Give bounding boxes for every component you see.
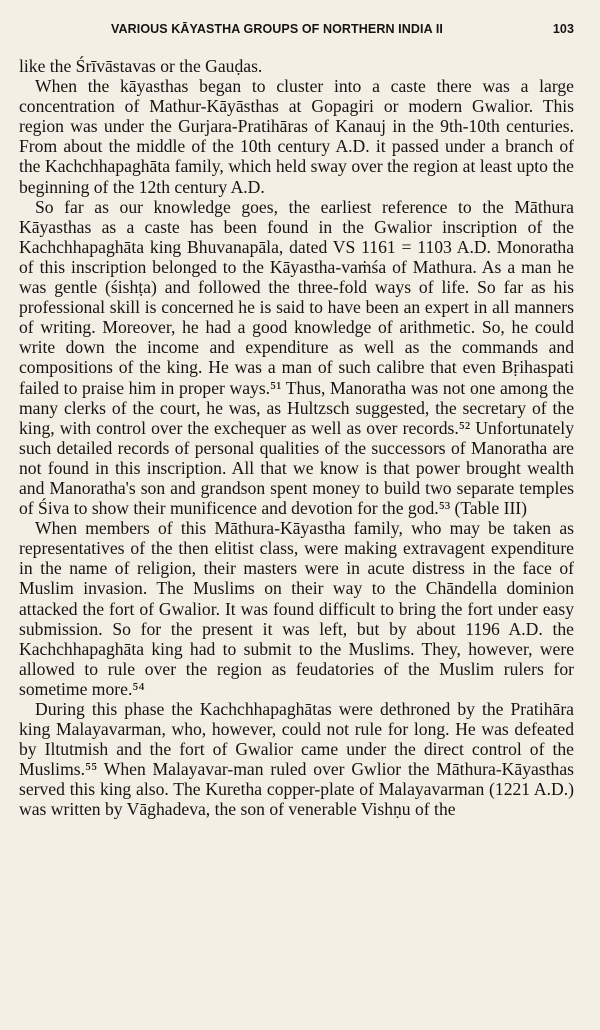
running-head [19, 22, 574, 42]
paragraph: So far as our knowledge goes, the earliest reference to the Māthura Kāyasthas as a caste has been found in the Gwalior inscription of the Kachchhapaghāta king Bhuvanapāla, dated VS 1161 = 1103 A.D. Monoratha of this inscription belonged to the Kāyastha-vaṁśa of Mathura. As a man he was gentle (śishṭa) and followed the three-fold ways of life. So far as his professional skill is concerned he is said to have been an expert in all manners of writing. Moreover, he had a good knowledge of arithmetic. So, he could write down the income and expenditure as well as the commands and compositions of the king. He was a man of such calibre that even Bṛihaspati failed to praise him in proper ways.⁵¹ Thus, Manoratha was not one among the many clerks of the court, he was, as Hultzsch suggested, the secretary of the king, with control over the exchequer as well as over records.⁵² Unfortunately such detailed records of personal qualities of the successors of Manoratha are not found in this inscription. All that we know is that power brought wealth and Manoratha's son and grandson spent money to build two separate temples of Śiva to show their munificence and devotion for the god.⁵³ (Table III) [19, 196, 574, 519]
page-number: 103 [552, 22, 574, 36]
running-title: VARIOUS KĀYASTHA GROUPS OF NORTHERN INDIA II [111, 22, 443, 36]
paragraph: When the kāyasthas began to cluster into a caste there was a large concentration of Mathur-Kāyāsthas at Gopagiri or modern Gwalior. This region was under the Gurjara-Pratihāras of Kanauj in the 9th-10th centuries. From about the middle of the 10th century A.D. it passed under a branch of the Kachchhapaghāta family, which held sway over the region at least upto the beginning of the 12th century A.D. [19, 76, 574, 197]
paragraph-continued: like the Śrīvāstavas or the Gauḍas. [19, 56, 263, 76]
body-text [19, 56, 574, 820]
paragraph: During this phase the Kachchhapaghātas were dethroned by the Pratihāra king Malayavarman, who, however, could not rule for long. He was defeated by Iltutmish and the fort of Gwalior came under the direct control of the Muslims.⁵⁵ When Malayavar-man ruled over Gwlior the Māthura-Kāyasthas served this king also. The Kuretha copper-plate of Malayavarman (1221 A.D.) was written by Vāghadeva, the son of venerable Vishṇu of the [19, 699, 574, 820]
paragraph: When members of this Māthura-Kāyastha family, who may be taken as representatives of the then elitist class, were making extravagent expenditure in the name of religion, their masters were in acute distress in the face of Muslim invasion. The Muslims on their way to the Chāndella dominion attacked the fort of Gwalior. It was found difficult to bring the fort under easy submission. So for the present it was left, but by about 1196 A.D. the Kachchhapaghāta king had to submit to the Muslims. They, however, were allowed to rule over the region as feudatories of the Muslim rulers for sometime more.⁵⁴ [19, 518, 574, 699]
